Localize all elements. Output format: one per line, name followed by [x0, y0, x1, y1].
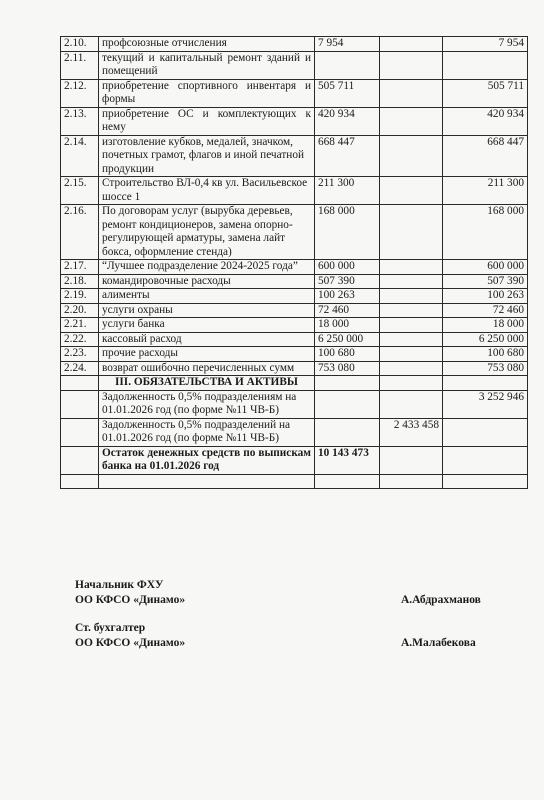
table-row	[61, 79, 528, 107]
row-number	[61, 418, 99, 446]
row-total	[443, 51, 528, 79]
table-row	[61, 135, 528, 177]
balance-amount: 10 143 473	[315, 446, 380, 474]
row-amount: 100 263	[315, 289, 380, 304]
empty-cell	[61, 474, 99, 488]
signer-name: А.Абдрахманов	[401, 594, 481, 606]
row-number: 2.22.	[61, 332, 99, 347]
row-number: 2.11.	[61, 51, 99, 79]
row-amount-2	[380, 79, 443, 107]
expense-rows	[61, 37, 528, 489]
table-row	[61, 107, 528, 135]
signer-title: Ст. бухгалтер	[75, 622, 146, 634]
empty-cell	[443, 474, 528, 488]
table-row	[61, 390, 528, 418]
row-total: 668 447	[443, 135, 528, 177]
section-title: III. ОБЯЗАТЕЛЬСТВА И АКТИВЫ	[99, 376, 315, 391]
table-row	[61, 51, 528, 79]
row-amount: 505 711	[315, 79, 380, 107]
row-number: 2.12.	[61, 79, 99, 107]
row-description: прочие расходы	[99, 347, 315, 362]
row-amount-2	[380, 361, 443, 376]
row-description: По договорам услуг (вырубка деревьев, ремонт кондиционеров, замена опорно-регулирующей арматуры, замена лайт бокса, оформление стенда)	[99, 205, 315, 260]
row-amount-2	[380, 303, 443, 318]
balance-row	[61, 446, 528, 474]
row-amount	[315, 390, 380, 418]
signer-name: А.Малабекова	[401, 637, 476, 649]
row-description: Задолженность 0,5% подразделениям на 01.01.2026 год (по форме №11 ЧВ-Б)	[99, 390, 315, 418]
row-amount-2	[380, 260, 443, 275]
row-number: 2.20.	[61, 303, 99, 318]
signature-block-2	[75, 621, 185, 651]
row-amount: 168 000	[315, 205, 380, 260]
table-row	[61, 205, 528, 260]
row-number	[61, 446, 99, 474]
row-description: возврат ошибочно перечисленных сумм	[99, 361, 315, 376]
row-amount: 6 250 000	[315, 332, 380, 347]
row-amount: 72 460	[315, 303, 380, 318]
row-description: текущий и капитальный ремонт зданий и помещений	[99, 51, 315, 79]
table-row	[61, 303, 528, 318]
row-description: Задолженность 0,5% подразделений на 01.01.2026 год (по форме №11 ЧВ-Б)	[99, 418, 315, 446]
row-total: 600 000	[443, 260, 528, 275]
row-number: 2.10.	[61, 37, 99, 52]
row-total: 6 250 000	[443, 332, 528, 347]
table-row	[61, 361, 528, 376]
row-amount-2	[380, 390, 443, 418]
row-amount: 507 390	[315, 274, 380, 289]
report-table	[60, 36, 528, 489]
row-description: приобретение спортивного инвентаря и формы	[99, 79, 315, 107]
row-total: 168 000	[443, 205, 528, 260]
table-row	[61, 260, 528, 275]
table-row	[61, 289, 528, 304]
balance-description: Остаток денежных средств по выпискам банка на 01.01.2026 год	[99, 446, 315, 474]
row-number	[61, 390, 99, 418]
row-total: 72 460	[443, 303, 528, 318]
empty-cell	[443, 376, 528, 391]
row-amount-2	[380, 37, 443, 52]
empty-cell	[380, 474, 443, 488]
row-description: профсоюзные отчисления	[99, 37, 315, 52]
row-number: 2.24.	[61, 361, 99, 376]
row-amount-2	[380, 205, 443, 260]
row-amount-2	[380, 332, 443, 347]
empty-cell	[99, 474, 315, 488]
row-description: командировочные расходы	[99, 274, 315, 289]
signer-org: ОО КФСО «Динамо»	[75, 594, 186, 606]
row-description: Строительство ВЛ-0,4 кв ул. Васильевское шоссе 1	[99, 177, 315, 205]
row-amount	[315, 51, 380, 79]
empty-cell	[443, 446, 528, 474]
row-description: приобретение ОС и комплектующих к нему	[99, 107, 315, 135]
empty-row	[61, 474, 528, 488]
row-total: 18 000	[443, 318, 528, 333]
row-description: “Лучшее подразделение 2024-2025 года”	[99, 260, 315, 275]
table-row	[61, 37, 528, 52]
row-total: 507 390	[443, 274, 528, 289]
row-amount: 668 447	[315, 135, 380, 177]
table-row	[61, 177, 528, 205]
row-description: услуги банка	[99, 318, 315, 333]
signer-title: Начальник ФХУ	[75, 579, 164, 591]
row-amount-2	[380, 135, 443, 177]
table-row	[61, 274, 528, 289]
row-amount-2	[380, 177, 443, 205]
row-amount: 211 300	[315, 177, 380, 205]
row-amount-2	[380, 107, 443, 135]
row-amount: 100 680	[315, 347, 380, 362]
row-amount-2	[380, 289, 443, 304]
row-amount-2	[380, 347, 443, 362]
row-number: 2.19.	[61, 289, 99, 304]
row-total: 7 954	[443, 37, 528, 52]
row-amount: 420 934	[315, 107, 380, 135]
empty-cell	[315, 474, 380, 488]
empty-cell	[315, 376, 380, 391]
row-amount-2: 2 433 458	[380, 418, 443, 446]
row-description: услуги охраны	[99, 303, 315, 318]
row-total: 100 680	[443, 347, 528, 362]
row-total: 3 252 946	[443, 390, 528, 418]
row-total: 420 934	[443, 107, 528, 135]
table-row	[61, 347, 528, 362]
signature-block-1	[75, 578, 185, 608]
row-number: 2.23.	[61, 347, 99, 362]
table-row	[61, 318, 528, 333]
row-description: кассовый расход	[99, 332, 315, 347]
row-number: 2.17.	[61, 260, 99, 275]
row-number: 2.14.	[61, 135, 99, 177]
row-number: 2.16.	[61, 205, 99, 260]
empty-cell	[380, 446, 443, 474]
row-amount-2	[380, 274, 443, 289]
row-amount-2	[380, 318, 443, 333]
row-amount: 600 000	[315, 260, 380, 275]
section-header-row	[61, 376, 528, 391]
row-number: 2.15.	[61, 177, 99, 205]
signer-org: ОО КФСО «Динамо»	[75, 637, 186, 649]
table-row	[61, 418, 528, 446]
row-amount: 753 080	[315, 361, 380, 376]
row-number: 2.13.	[61, 107, 99, 135]
row-total: 505 711	[443, 79, 528, 107]
row-total: 753 080	[443, 361, 528, 376]
row-total: 211 300	[443, 177, 528, 205]
empty-cell	[380, 376, 443, 391]
row-amount-2	[380, 51, 443, 79]
row-amount	[315, 418, 380, 446]
row-total	[443, 418, 528, 446]
row-amount: 7 954	[315, 37, 380, 52]
row-description: алименты	[99, 289, 315, 304]
row-number: 2.18.	[61, 274, 99, 289]
row-total: 100 263	[443, 289, 528, 304]
table-row	[61, 332, 528, 347]
row-description: изготовление кубков, медалей, значком, почетных грамот, флагов и иной печатной продукции	[99, 135, 315, 177]
section-number-cell	[61, 376, 99, 391]
row-amount: 18 000	[315, 318, 380, 333]
row-number: 2.21.	[61, 318, 99, 333]
